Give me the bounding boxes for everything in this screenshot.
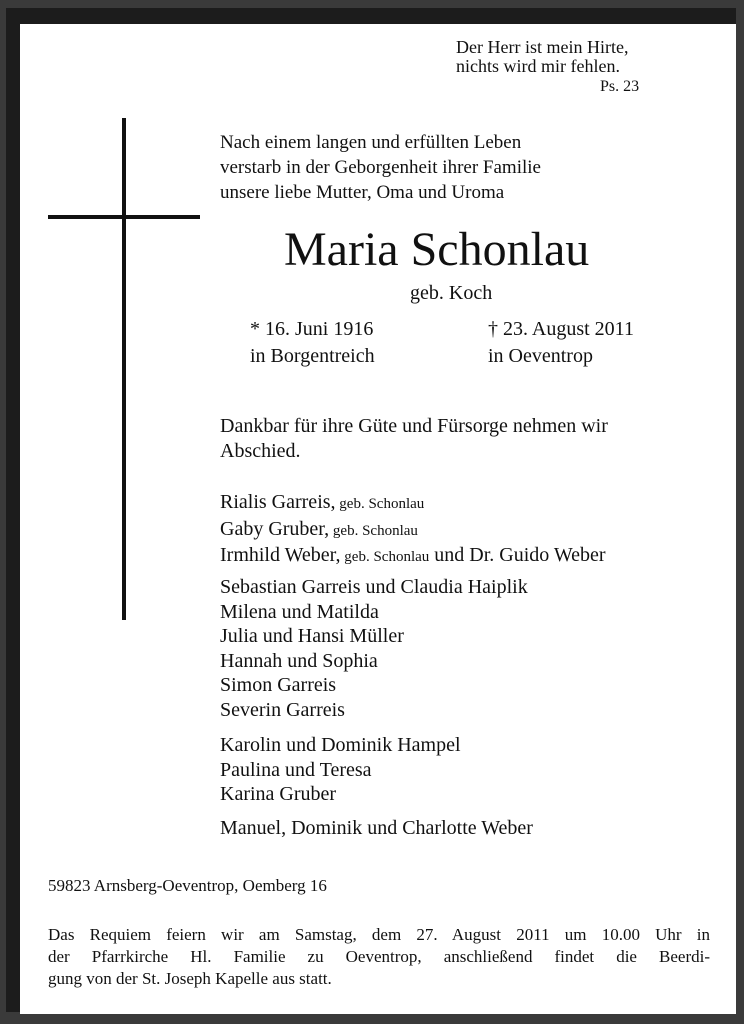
mourner-line: Karolin und Dominik Hampel	[220, 734, 461, 756]
psalm-reference: Ps. 23	[600, 78, 640, 95]
mourner-line: Gaby Gruber, geb. Schonlau	[220, 517, 418, 540]
mourner-line: Milena und Matilda	[220, 600, 379, 623]
mourner-line: Karina Gruber	[220, 783, 337, 805]
birth-date: * 16. Juni 1916	[250, 318, 374, 340]
death-date: † 23. August 2011	[488, 318, 634, 340]
mourner-line: Manuel, Dominik und Charlotte Weber	[220, 817, 533, 839]
death-info	[488, 316, 634, 370]
mourner-line: Paulina und Teresa	[220, 758, 372, 781]
requiem-line: gung von der St. Joseph Kapelle aus statt.	[48, 969, 332, 988]
thanks-line: Dankbar für ihre Güte und Fürsorge nehmen wir	[220, 415, 608, 437]
mourners-grandchildren-3	[220, 816, 533, 841]
requiem-text	[48, 924, 710, 990]
maiden-name: geb. Koch	[410, 282, 493, 304]
psalm-line: Der Herr ist mein Hirte,	[456, 37, 629, 57]
thanks-line: Abschied.	[220, 440, 301, 462]
intro-line: Nach einem langen und erfüllten Leben	[220, 132, 522, 153]
mourner-line: Simon Garreis	[220, 674, 337, 696]
cross-icon	[122, 118, 126, 620]
birth-place: in Borgentreich	[250, 345, 375, 367]
death-place: in Oeventrop	[488, 345, 593, 367]
mourner-line: Irmhild Weber, geb. Schonlau und Dr. Guido Weber	[220, 544, 606, 566]
requiem-line: der Pfarrkirche Hl. Familie zu Oeventrop, anschließend findet die Beerdi-	[48, 947, 710, 966]
intro-text	[220, 130, 541, 205]
mourner-line: Severin Garreis	[220, 698, 345, 721]
mourner-line: Rialis Garreis, geb. Schonlau	[220, 491, 425, 513]
intro-line: unsere liebe Mutter, Oma und Uroma	[220, 182, 505, 203]
mourner-line: Julia und Hansi Müller	[220, 625, 404, 647]
mourners-grandchildren-1	[220, 575, 528, 722]
psalm-line: nichts wird mir fehlen.	[456, 56, 620, 76]
cross-icon-bar	[48, 215, 200, 219]
mourner-line: Hannah und Sophia	[220, 649, 378, 672]
mourners-grandchildren-2	[220, 733, 461, 807]
thanks-text	[220, 414, 608, 464]
psalm-verse	[456, 38, 628, 76]
birth-info	[250, 316, 375, 370]
mourners-children	[220, 490, 606, 570]
mourner-line: Sebastian Garreis und Claudia Haiplik	[220, 576, 528, 598]
intro-line: verstarb in der Geborgenheit ihrer Familie	[220, 157, 541, 178]
deceased-name: Maria Schonlau	[284, 223, 590, 276]
address: 59823 Arnsberg-Oeventrop, Oemberg 16	[48, 876, 327, 895]
requiem-line: Das Requiem feiern wir am Samstag, dem 27. August 2011 um 10.00 Uhr in	[48, 925, 710, 944]
